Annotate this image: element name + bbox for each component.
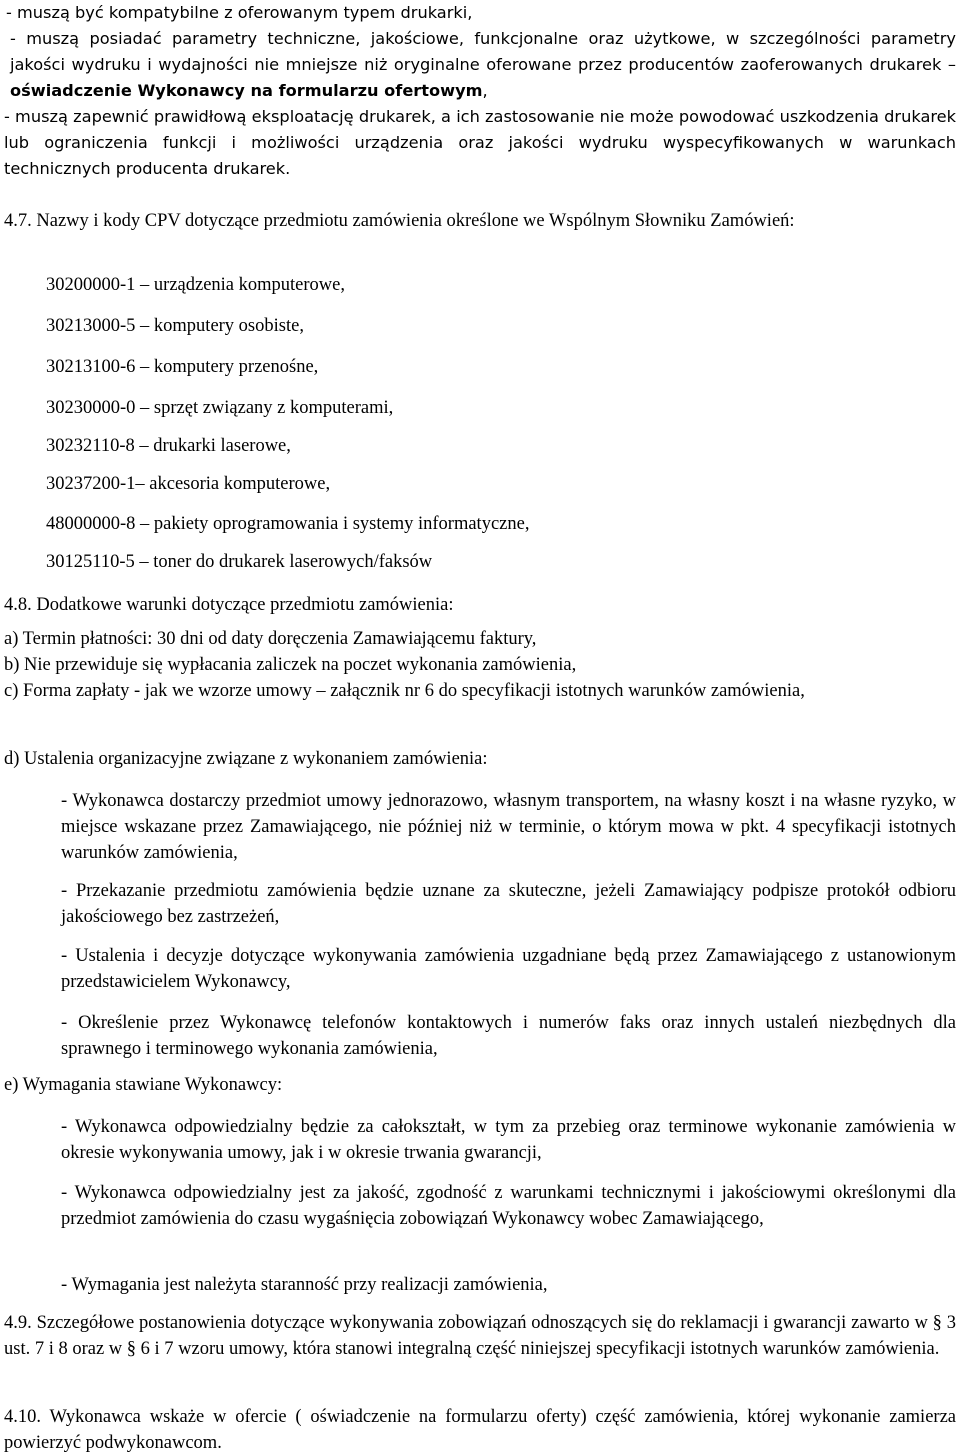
- condition-e: [4, 1072, 956, 1098]
- condition-d-item-text: - Ustalenia i decyzje dotyczące wykonywania zamówienia uzgadniane będą przez Zamawiającego z ustanowionym przedstawicielem Wykonawcy,: [61, 946, 956, 992]
- section-4-10-text: 4.10. Wykonawca wskaże w ofercie ( oświadczenie na formularzu oferty) część zamówienia, której wykonanie zamierza powierzyć podwykonawcom.: [4, 1407, 956, 1453]
- requirements-list: [4, 0, 956, 182]
- condition-e-item-text: - Wymagania jest należyta staranność przy realizacji zamówienia,: [61, 1275, 548, 1295]
- condition-b: b) Nie przewiduje się wypłacania zaliczek na poczet wykonania zamówienia,: [4, 655, 577, 675]
- section-4-9-text: 4.9. Szczegółowe postanowienia dotyczące wykonywania zobowiązań odnoszących się do reklamacji i gwarancji zawarto w § 3 ust. 7 i 8 oraz w § 6 i 7 wzoru umowy, która stanowi integralną część niniejszej specyfikacji istotnych warunków zamówienia.: [4, 1313, 956, 1359]
- section-4-10: [4, 1404, 956, 1456]
- conditions-abc: [4, 626, 956, 704]
- cpv-item: 30125110-5 – toner do drukarek laserowych/faksów: [46, 552, 433, 572]
- cpv-item: 48000000-8 – pakiety oprogramowania i systemy informatyczne,: [46, 514, 530, 534]
- condition-d-item-text: - Wykonawca dostarczy przedmiot umowy jednorazowo, własnym transportem, na własny koszt i na własne ryzyko, w miejsce wskazane przez Zamawiającego, nie później niż w terminie, o którym mowa w pkt. 4 specyfikacji istotnych warunków zamówienia,: [61, 791, 956, 863]
- cpv-item: 30237200-1– akcesoria komputerowe,: [46, 474, 331, 494]
- condition-c: c) Forma zapłaty - jak we wzorze umowy – załącznik nr 6 do specyfikacji istotnych warunków zamówienia,: [4, 681, 805, 701]
- condition-d-heading: d) Ustalenia organizacyjne związane z wykonaniem zamówienia:: [4, 749, 488, 769]
- section-4-9: [4, 1310, 956, 1362]
- condition-d-item: [61, 878, 956, 930]
- requirement-parameters-bold: oświadczenie Wykonawcy na formularzu ofertowym: [10, 81, 483, 100]
- cpv-item: 30213100-6 – komputery przenośne,: [46, 357, 319, 377]
- condition-e-item-text: - Wykonawca odpowiedzialny jest za jakość, zgodność z warunkami technicznymi i jakościowymi określonymi dla przedmiot zamówienia do czasu wygaśnięcia zobowiązań Wykonawcy wobec Zamawiającego,: [61, 1183, 956, 1229]
- requirement-operation: - muszą zapewnić prawidłową eksploatację drukarek, a ich zastosowanie nie może powodować uszkodzenia drukarek lub ograniczenia funkcji i możliwości urządzenia oraz jakości wydruku wyspecyfikowanych w warunkach technicznych producenta drukarek.: [4, 107, 956, 178]
- section-4-8-heading: 4.8. Dodatkowe warunki dotyczące przedmiotu zamówienia:: [4, 595, 454, 615]
- condition-d-item: [61, 788, 956, 866]
- requirement-parameters: [4, 26, 956, 104]
- condition-d-item: [61, 943, 956, 995]
- condition-e-item: [61, 1114, 956, 1166]
- section-4-8: [4, 592, 956, 618]
- section-4-7-heading: 4.7. Nazwy i kody CPV dotyczące przedmiotu zamówienia określone we Wspólnym Słowniku Zamówień:: [4, 211, 795, 231]
- condition-a: a) Termin płatności: 30 dni od daty doręczenia Zamawiającemu faktury,: [4, 629, 537, 649]
- requirement-parameters-end: ,: [482, 81, 488, 100]
- condition-d: [4, 746, 956, 772]
- condition-d-item-text: - Przekazanie przedmiotu zamówienia będzie uznane za skuteczne, jeżeli Zamawiający podpisze protokół odbioru jakościowego bez zastrzeżeń,: [61, 881, 956, 927]
- requirement-parameters-text: - muszą posiadać parametry techniczne, jakościowe, funkcjonalne oraz użytkowe, w szczególności parametry jakości wydruku i wydajności nie mniejsze niż oryginalne oferowane przez producentów zaoferowanych drukarek –: [10, 29, 956, 74]
- condition-e-item: [61, 1180, 956, 1232]
- condition-e-heading: e) Wymagania stawiane Wykonawcy:: [4, 1075, 283, 1095]
- requirement-compatibility: - muszą być kompatybilne z oferowanym typem drukarki,: [6, 3, 473, 22]
- condition-d-item-text: - Określenie przez Wykonawcę telefonów kontaktowych i numerów faks oraz innych ustaleń niezbędnych dla sprawnego i terminowego wykonania zamówienia,: [61, 1013, 956, 1059]
- section-4-7: [4, 208, 956, 234]
- condition-d-item: [61, 1010, 956, 1062]
- condition-e-item-text: - Wykonawca odpowiedzialny będzie za całokształt, w tym za przebieg oraz terminowe wykonanie zamówienia w okresie wykonywania umowy, jak i w okresie trwania gwarancji,: [61, 1117, 956, 1163]
- cpv-item: 30200000-1 – urządzenia komputerowe,: [46, 275, 345, 295]
- cpv-item: 30213000-5 – komputery osobiste,: [46, 316, 304, 336]
- cpv-item: 30230000-0 – sprzęt związany z komputerami,: [46, 398, 394, 418]
- condition-e-item: [61, 1272, 956, 1298]
- cpv-item: 30232110-8 – drukarki laserowe,: [46, 436, 291, 456]
